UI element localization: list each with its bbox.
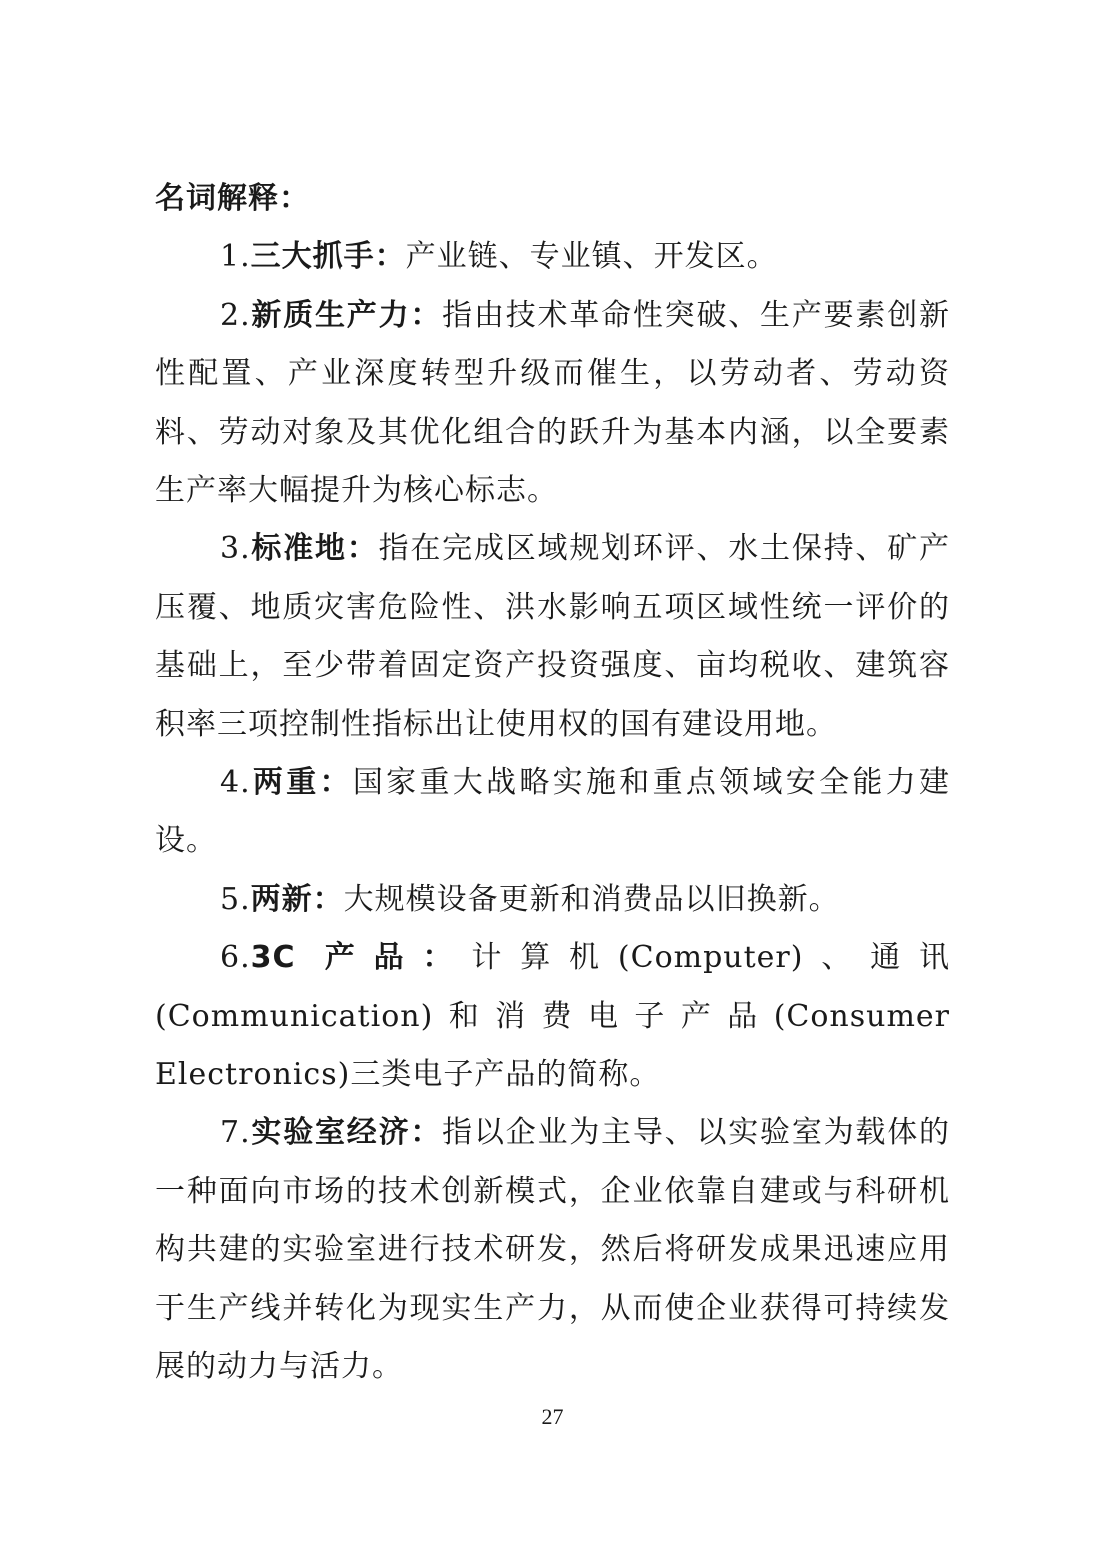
entry-definition: 国家重大战略实施和重点领域安全能力建设。 (155, 765, 951, 859)
glossary-entry-7 (155, 1104, 950, 1396)
entry-term: 两新： (250, 881, 344, 917)
glossary-entry-5 (155, 871, 950, 929)
glossary-entry-3 (155, 520, 950, 754)
entry-term: 实验室经济： (250, 1115, 443, 1151)
entry-term: 3C 产品： (250, 940, 472, 976)
entry-number: 4. (220, 765, 251, 801)
glossary-content (155, 170, 950, 1397)
entry-number: 5. (220, 881, 251, 917)
glossary-entry-4 (155, 754, 950, 871)
entry-number: 2. (220, 297, 251, 333)
entry-definition: 计算机(Computer)、通讯(Communication)和消费电子产品(Consumer Electronics)三类电子产品的简称。 (155, 940, 950, 1093)
entry-definition: 指以企业为主导、以实验室为载体的一种面向市场的技术创新模式，企业依靠自建或与科研机构共建的实验室进行技术研发，然后将研发成果迅速应用于生产线并转化为现实生产力，从而使企业获得可持续发展的动力与活力。 (155, 1115, 951, 1385)
entry-term: 新质生产力： (250, 297, 443, 333)
entry-number: 6. (220, 940, 251, 976)
glossary-entry-1 (155, 228, 950, 286)
entry-definition: 大规模设备更新和消费品以旧换新。 (343, 881, 840, 917)
glossary-entry-6 (155, 929, 950, 1104)
entry-number: 1. (220, 239, 251, 275)
glossary-heading: 名词解释： (155, 181, 310, 216)
page-number: 27 (541, 1404, 564, 1429)
entry-term: 标准地： (250, 531, 379, 567)
entry-definition: 指由技术革命性突破、生产要素创新性配置、产业深度转型升级而催生，以劳动者、劳动资料、劳动对象及其优化组合的跃升为基本内涵，以全要素生产率大幅提升为核心标志。 (155, 297, 951, 509)
entry-definition: 指在完成区域规划环评、水土保持、矿产压覆、地质灾害危险性、洪水影响五项区域性统一评价的基础上，至少带着固定资产投资强度、亩均税收、建筑容积率三项控制性指标出让使用权的国有建设用地。 (155, 531, 951, 742)
entry-definition: 产业链、专业镇、开发区。 (405, 239, 778, 275)
entry-term: 三大抓手： (250, 239, 406, 275)
entry-term: 两重： (250, 765, 353, 801)
entry-number: 3. (220, 531, 251, 567)
glossary-entry-2 (155, 287, 950, 521)
entry-number: 7. (220, 1115, 251, 1151)
